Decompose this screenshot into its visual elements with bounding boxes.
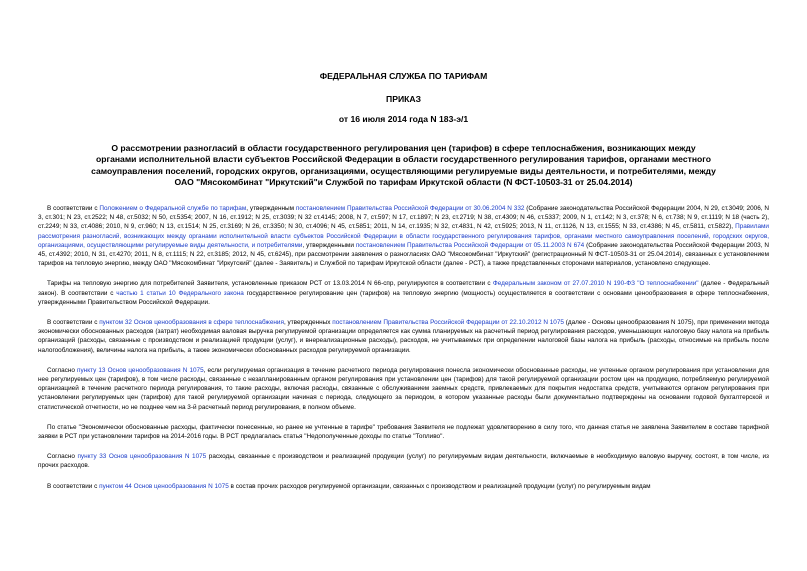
document-link[interactable]: пунктом 32 Основ ценообразования в сфере теплоснабжения: [99, 319, 284, 327]
body-paragraph: [38, 423, 769, 441]
document-link[interactable]: постановлением Правительства Российской Федерации от 22.10.2012 N 1075: [332, 319, 564, 327]
paragraph-text: В соответствии с: [47, 205, 100, 212]
paragraph-text: В соответствии с: [47, 319, 100, 327]
paragraph-text: , утвержденными: [302, 241, 356, 249]
document-date-number: от 16 июля 2014 года N 183-э/1: [338, 114, 469, 124]
document-title: О рассмотрении разногласий в области государственного регулирования цен (тарифов) в сфере теплоснабжения, возникающих между органами исполнительной власти субъектов Российской Федерации в области государственного регулирования тарифов, органами местного самоуправления поселений, городских округов, организациями, осуществляющими регулируемые виды деятельности, и потребителями, между ОАО "Мясокомбинат "Иркутский"и Службой по тарифам Иркутской области (N ФСТ-10503-31 от 25.04.2014): [91, 143, 716, 187]
body-paragraph: [38, 452, 769, 470]
body-paragraph: [38, 279, 769, 307]
paragraph-text: (Собрание законодательства Российской Федерации 2003, N 45, ст.4392; 2010, N 31, ст.4270; 2011, N 8, ст.1115; N 22, ст.3185; 2012, N 45, ст.6245), при рассмотрении заявления о разногласиях ОАО "Мясокомбинат "Иркутский" (регистрационный N ФСТ-10503-31 от 25.04.2014), связанных с установлением тарифов на тепловую энергию, между ОАО "Мясокомбинат "Иркутский" (далее - Заявитель) и Службой по тарифам Иркутской области (далее - РСТ), а также представленных сторонами материалов, установлено следующее.: [38, 241, 769, 268]
paragraph-text: расходы, связанные с производством и реализацией продукции (услуг) по регулируемым видам деятельности, включаемые в необходимую валовую выручку, состоят, в том числе, из прочих расходов.: [38, 453, 769, 470]
paragraph-text: Согласно: [47, 366, 78, 374]
paragraph-text: , если регулируемая организация в течение расчетного периода регулирования понесла экономически обоснованные расходы, не учтенные органом регулирования при установлении для нее регулируемых цен (тарифов), в том числе расходы, связанные с незапланированным органом регулирования при установлении цен (тарифов) для такой регулируемой организации ростом цен на продукцию, потребляемую регулируемой организацией в течение расчетного периода регулирования, то такие расходы, включая расходы, связанные с обслуживанием заемных средств, привлекаемых для покрытия недостатка средств, учитываются органом регулирования при установлении регулируемых цен (тарифов) для такой регулируемой организации начиная с периода, следующего за периодом, в котором указанные расходы были документально подтверждены на основании годовой бухгалтерской и статистической отчетности, но не позднее чем на 3-й расчетный период регулирования, в полном объеме.: [38, 366, 769, 411]
document-body: [38, 204, 769, 502]
body-paragraph: [38, 482, 769, 491]
paragraph-text: государственное регулирование цен (тарифов) на тепловую энергию (мощность) осуществляется в соответствии с основами ценообразования в сфере теплоснабжения, утвержденными Правительством Российской Федерации.: [38, 289, 770, 306]
paragraph-text: (Собрание законодательства Российской Федерации 2004, N 29, ст.3049; 2006, N 3, ст.301; N 23, ст.2522; N 48, ст.5032; N 50, ст.5354; 2007, N 16, ст.1912; N 25, ст.3039; N 32 ст.4145; 2008, N 7, ст.597; N 17, ст.1897; N 23, ст.2719; N 38, ст.4309; N 46, ст.5337; 2009, N 1, ст.142; N 3, ст.378; N 6, ст.738; N 9, ст.1119; N 18 (часть 2), ст.2249; N 33, ст.4086; 2010, N 9, ст.960; N 13, ст.1514; N 25, ст.3169; N 26, ст.3350; N 30, ст.4096; N 45, ст.5851; 2011, N 14, ст.1935; N 32, ст.4831, N 42, ст.5925; 2013, N 11, ст.1126, N 13, ст.1555; N 33, ст.4386; N 45, ст.5811, ст.5822),: [38, 205, 770, 231]
agency-name: ФЕДЕРАЛЬНАЯ СЛУЖБА ПО ТАРИФАМ: [319, 71, 488, 81]
document-link[interactable]: постановлением Правительства Российской Федерации от 05.11.2003 N 674: [355, 241, 585, 249]
paragraph-text: (далее - Основы ценообразования N 1075), при применении метода экономически обоснованных расходов (затрат) необходимая валовая выручка регулируемой организации определяется как сумма планируемых на расчетный период регулирования расходов, уменьшающих налоговую базу налога на прибыль организаций (расходы, связанные с производством и реализацией продукции (услуг), и внереализационные расходы), расходов, не учитываемых при определении налоговой базы налога на прибыль (расходы, относимые на прибыль после налогообложения), величины налога на прибыль, а также экономически обоснованных расходов регулируемой организации.: [38, 319, 769, 354]
body-paragraph: [38, 366, 769, 412]
paragraph-text: По статье "Экономически обоснованные расходы, фактически понесенные, но ранее не учтенные в тарифе" требования Заявителя не подлежат удовлетворению в силу того, что данная статья не заявлена Заявителем в составе тарифной заявки в РСТ при установлении тарифов на 2014-2016 годы. В РСТ предлагалась статья "Недополученные доходы по статье "Топливо".: [38, 423, 769, 441]
paragraph-text: в состав прочих расходов регулируемой организации, связанных с производством и реализацией продукции (услуг) по регулируемым видам: [228, 482, 651, 490]
paragraph-text: В соответствии с: [47, 482, 100, 490]
body-paragraph: [38, 318, 769, 355]
document-type: ПРИКАЗ: [386, 94, 421, 104]
document-link[interactable]: пункту 13 Основ ценообразования N 1075: [77, 366, 204, 374]
document-link[interactable]: пункту 33 Основ ценообразования N 1075: [77, 453, 207, 461]
paragraph-text: , утвержденных: [283, 319, 333, 327]
body-paragraph: [38, 204, 769, 268]
paragraph-text: Тарифы на тепловую энергию для потребителей Заявителя, установленные приказом РСТ от 13.03.2014 N 66-спр, регулируются в соответствии с: [47, 280, 493, 288]
document-link[interactable]: пунктом 44 Основ ценообразования N 1075: [99, 482, 229, 490]
document-link[interactable]: частью 1 статьи 10 Федерального закона: [116, 289, 244, 297]
paragraph-text: , утвержденным: [246, 205, 296, 212]
paragraph-text: (далее - Федеральный закон). В соответствии с: [38, 280, 769, 297]
document-link[interactable]: Федеральным законом от 27.07.2010 N 190-ФЗ "О теплоснабжении": [492, 280, 699, 288]
document-link[interactable]: Правилами рассмотрения разногласий, возникающих между органами исполнительной власти субъектов Российской Федерации в области государственного регулирования тарифов, органами местного самоуправления поселений, городских округов, организациями, осуществляющими регулируемые виды деятельности, и потребителями: [38, 223, 769, 249]
paragraph-text: Согласно: [47, 453, 78, 461]
document-link[interactable]: постановлением Правительства Российской Федерации от 30.06.2004 N 332: [295, 205, 525, 212]
document-link[interactable]: Положением о Федеральной службе по тарифам: [99, 205, 247, 212]
